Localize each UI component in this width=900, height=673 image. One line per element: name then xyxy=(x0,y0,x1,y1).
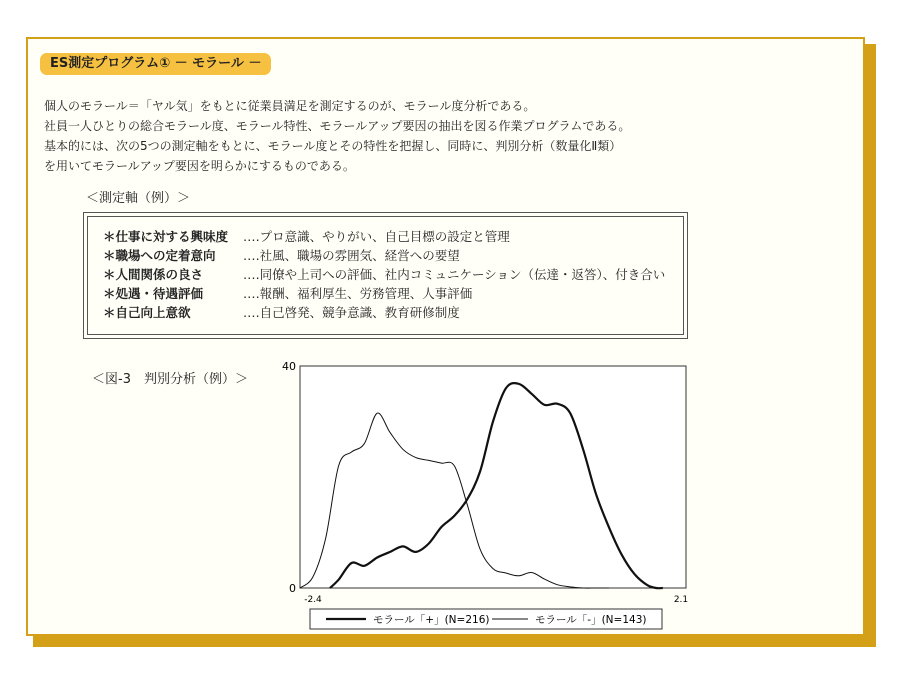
axis-name: ＊処遇・待遇評価 xyxy=(103,286,204,301)
intro-line: 社員一人ひとりの総合モラール度、モラール特性、モラールアップ要因の抽出を図る作業プログラムである。 xyxy=(44,119,631,133)
x-tick-label: -2.4 xyxy=(304,595,322,605)
discriminant-chart xyxy=(270,355,700,635)
axis-name: ＊人間関係の良さ xyxy=(103,267,204,282)
plot-area xyxy=(300,366,686,588)
axis-desc: ‥‥同僚や上司への評価、社内コミュニケーション（伝達・返答）、付き合い xyxy=(243,267,666,282)
axes-heading: ＜測定軸（例）＞ xyxy=(86,191,191,206)
section-title-tag: ES測定プログラム① － モラール － xyxy=(40,53,271,75)
axis-row xyxy=(103,246,460,265)
intro-line: 基本的には、次の5つの測定軸をもとに、モラール度とその特性を把握し、同時に、判別分析（数量化Ⅱ類） xyxy=(44,139,622,153)
legend-label-minus: モラール「-」(N=143) xyxy=(535,614,647,626)
legend-label-plus: モラール「+」(N=216) xyxy=(373,614,490,626)
axis-desc: ‥‥自己啓発、競争意識、教育研修制度 xyxy=(243,305,460,320)
x-tick-label: 2.1 xyxy=(673,595,689,605)
axis-row xyxy=(103,265,665,284)
figure-label: ＜図-3 判別分析（例）＞ xyxy=(92,372,248,387)
axis-name: ＊職場への定着意向 xyxy=(103,248,216,263)
axis-desc: ‥‥社風、職場の雰囲気、経営への要望 xyxy=(243,248,460,263)
axis-row xyxy=(103,284,472,303)
axis-desc: ‥‥プロ意識、やりがい、自己目標の設定と管理 xyxy=(243,229,510,244)
intro-line: 個人のモラール＝「ヤル気」をもとに従業員満足を測定するのが、モラール度分析である。 xyxy=(44,99,536,113)
y-tick-label: 40 xyxy=(282,360,296,373)
y-tick-label: 0 xyxy=(289,582,296,595)
axis-row xyxy=(103,303,460,322)
axis-row xyxy=(103,227,510,246)
axis-name: ＊自己向上意欲 xyxy=(103,305,191,320)
axes-box xyxy=(83,212,688,339)
axis-name: ＊仕事に対する興味度 xyxy=(103,229,229,244)
axis-desc: ‥‥報酬、福利厚生、労務管理、人事評価 xyxy=(243,286,473,301)
intro-line: を用いてモラールアップ要因を明らかにするものである。 xyxy=(44,159,355,173)
intro-text xyxy=(44,96,630,176)
